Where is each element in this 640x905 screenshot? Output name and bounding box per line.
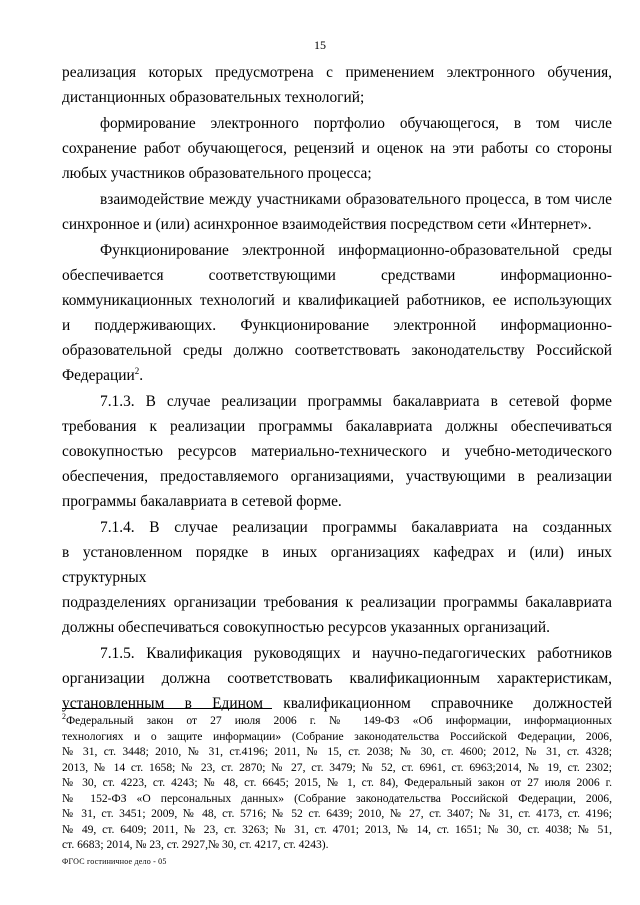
- footnote-line: [62, 713, 612, 729]
- footnote-line: [62, 775, 612, 791]
- paragraph-line: Функционирование электронной информационно-образовательной среды: [100, 242, 612, 259]
- paragraph-line: реализация которых предусмотрена с применением электронного обучения,: [62, 64, 612, 81]
- paragraph-line: образовательной среды должно соответствовать законодательству Российской: [62, 342, 612, 359]
- paragraph-line: взаимодействие между участниками образовательного процесса, в том числе: [100, 191, 612, 208]
- paragraph-line: любых участников образовательного процесса;: [62, 165, 372, 182]
- paragraph: [62, 187, 612, 237]
- paragraph: [62, 238, 612, 388]
- footnote-text: 2013, № 14 ст. 1658; № 23, ст. 2870; № 27, ст. 3479; № 52, ст. 6961, ст. 6963;2014, № 19, ст. 2302;: [62, 760, 612, 774]
- footnote-text: ст. 6683; 2014, № 23, ст. 2927,№ 30, ст. 4217, ст. 4243).: [62, 838, 329, 851]
- footnote-reference: 2: [134, 365, 140, 376]
- paragraph-line: программы бакалавриата в сетевой форме.: [62, 493, 342, 510]
- document-code-note: ФГОС гостиничное дело - 05: [62, 857, 167, 866]
- footnote-line: [62, 760, 612, 776]
- paragraph-line: должны обеспечиваться совокупностью ресурсов указанных организаций.: [62, 619, 550, 636]
- paragraph-line: дистанционных образовательных технологий;: [62, 89, 365, 106]
- footnote-mark: 2: [62, 712, 66, 722]
- footnote-line: [62, 791, 612, 807]
- footnote-text: технологиях и о защите информации» (Собрание законодательства Российской Федерации, 2006,: [62, 729, 612, 743]
- footnote-divider: [62, 708, 272, 709]
- paragraph-tail: .: [139, 367, 144, 384]
- page-number: 15: [314, 38, 326, 52]
- footnote-line: [62, 744, 612, 760]
- paragraph: [62, 60, 612, 110]
- paragraph-line: установленным в Едином квалификационном справочнике должностей: [62, 695, 612, 712]
- paragraph-line: обеспечивается соответствующими средствами информационно-: [62, 267, 612, 284]
- footnote: [62, 713, 612, 853]
- paragraph-line: формирование электронного портфолио обучающегося, в том числе: [100, 115, 612, 132]
- paragraph-line: обеспечения, предоставляемого организациями, участвующими в реализации: [62, 468, 612, 485]
- paragraph: [62, 515, 612, 640]
- footnote-line: [62, 837, 612, 853]
- footnote-text: № 49, ст. 6409; 2011, № 23, ст. 3263; № 31, ст. 4701; 2013, № 14, ст. 1651; № 30, ст. 4038; № 51,: [62, 822, 612, 836]
- paragraph-line: 7.1.3. В случае реализации программы бакалавриата в сетевой форме: [100, 393, 612, 410]
- paragraph-line: Федерации$^2$.: [62, 365, 144, 384]
- footnote-line: [62, 806, 612, 822]
- paragraph-line: организации должна соответствовать квалификационным характеристикам,: [62, 670, 612, 687]
- paragraph-line: коммуникационных технологий и квалификацией работников, ее использующих: [62, 292, 612, 309]
- paragraph: [62, 111, 612, 186]
- paragraph-line: синхронное и (или) асинхронное взаимодействия посредством сети «Интернет».: [62, 216, 592, 233]
- paragraph-line: 7.1.5. Квалификация руководящих и научно-педагогических работников: [100, 645, 612, 662]
- paragraph-line: сохранение работ обучающегося, рецензий и оценок на эти работы со стороны: [62, 140, 612, 157]
- paragraph-line: совокупностью ресурсов материально-технического и учебно-методического: [62, 443, 612, 460]
- footnote-line: [62, 729, 612, 745]
- footnote-line: [62, 822, 612, 838]
- footnote-text: № 31, ст. 3451; 2009, № 48, ст. 5716; № 52 ст. 6439; 2010, № 27, ст. 3407; № 31, ст. 4173, ст. 4196;: [62, 807, 612, 820]
- paragraph-line: 7.1.4. В случае реализации программы бакалавриата на созданных: [100, 519, 612, 536]
- footnote-text: Федеральный закон от 27 июля 2006 г. № 149-ФЗ «Об информации, информационных: [66, 714, 612, 727]
- paragraph: [62, 641, 612, 716]
- paragraph: [62, 389, 612, 514]
- paragraph-line: в установленном порядке в иных организациях кафедрах и (или) иных структурных: [62, 544, 612, 586]
- paragraph-line: требования к реализации программы бакалавриата должны обеспечиваться: [62, 418, 612, 435]
- paragraph-line: и поддерживающих. Функционирование электронной информационно-: [62, 317, 612, 334]
- footnote-text: № 31, ст. 3448; 2010, № 31, ст.4196; 2011, № 15, ст. 2038; № 30, ст. 4600; 2012, № 31, ст. 4328;: [62, 745, 612, 758]
- footnote-text: № 152-ФЗ «О персональных данных» (Собрание законодательства Российской Федерации, 2006,: [62, 791, 612, 805]
- footnote-text: № 30, ст. 4223, ст. 4243; № 48, ст. 6645; 2015, № 1, ст. 84), Федеральный закон от 27 июля 2006 г.: [62, 776, 612, 789]
- body-text: [62, 60, 612, 717]
- paragraph-line: подразделениях организации требования к реализации программы бакалавриата: [62, 594, 612, 611]
